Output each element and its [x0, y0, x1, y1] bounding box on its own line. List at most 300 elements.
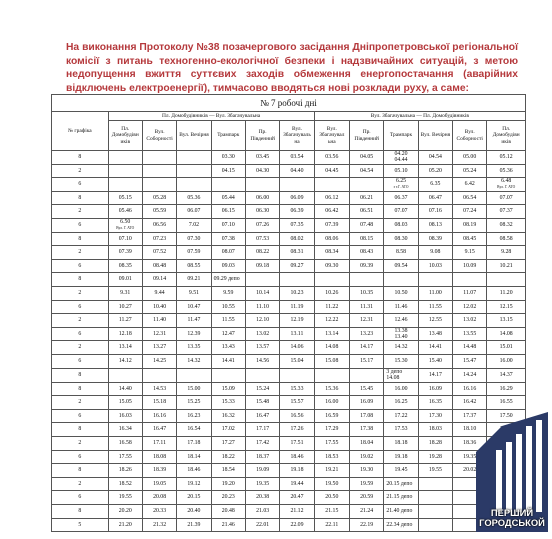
- table-row: [52, 368, 526, 382]
- time-cell: 13.55: [453, 327, 487, 341]
- graph-number-cell: 8: [52, 368, 109, 382]
- table-row: [52, 341, 526, 355]
- column-header: Трампарк: [211, 121, 245, 151]
- time-cell: 16.16: [453, 382, 487, 396]
- time-cell: 19.55: [418, 464, 452, 478]
- time-cell: 13.57: [245, 341, 279, 355]
- time-cell: 10.09: [453, 259, 487, 273]
- time-cell: 16.58: [108, 437, 142, 451]
- column-header: Вул. Збагачуваль на: [280, 121, 314, 151]
- time-cell: 21.12: [280, 505, 314, 519]
- table-row: [52, 505, 526, 519]
- time-cell: 08.31: [280, 246, 314, 260]
- time-cell: 12.31: [142, 327, 176, 341]
- time-cell: 18.28: [418, 437, 452, 451]
- schedule-table: [51, 94, 526, 532]
- time-cell: 21.15: [314, 505, 349, 519]
- time-cell: 08.48: [142, 259, 176, 273]
- time-cell: 05.12: [487, 151, 526, 165]
- graph-number-cell: 6: [52, 259, 109, 273]
- time-cell: 17.11: [142, 437, 176, 451]
- time-cell: [280, 273, 314, 287]
- time-cell: 04.45: [314, 164, 349, 178]
- time-cell: 05.36: [177, 191, 211, 205]
- time-cell: [314, 368, 349, 382]
- direction-1-header: Пл. Домобудівників — Вул. Збагачувальна: [108, 112, 314, 121]
- table-row: [52, 273, 526, 287]
- time-cell: 05.59: [142, 205, 176, 219]
- time-cell: 07.35: [280, 218, 314, 232]
- time-cell: 10.23: [280, 286, 314, 300]
- time-cell: 08.07: [211, 246, 245, 260]
- time-cell: 17.27: [211, 437, 245, 451]
- time-cell: 17.26: [280, 423, 314, 437]
- time-cell: 10.27: [108, 300, 142, 314]
- time-cell: 14.56: [245, 354, 279, 368]
- time-cell: [245, 273, 279, 287]
- time-cell: 19.21: [314, 464, 349, 478]
- table-row: [52, 300, 526, 314]
- time-cell: 18.37: [245, 450, 279, 464]
- graph-number-cell: 8: [52, 151, 109, 165]
- time-cell: 12.18: [108, 327, 142, 341]
- table-row: [52, 491, 526, 505]
- time-cell: [418, 505, 452, 519]
- time-cell: 9.15: [453, 246, 487, 260]
- time-cell: 15.33: [280, 382, 314, 396]
- graph-number-cell: 6: [52, 491, 109, 505]
- graph-number-cell: 8: [52, 273, 109, 287]
- time-cell: 20.48: [211, 505, 245, 519]
- time-cell: [384, 273, 418, 287]
- time-cell: 12.55: [418, 314, 452, 328]
- table-row: [52, 437, 526, 451]
- time-cell: 08.39: [418, 232, 452, 246]
- time-cell: 16.00: [314, 396, 349, 410]
- time-cell: 20.50: [314, 491, 349, 505]
- time-cell: 17.51: [280, 437, 314, 451]
- time-cell: 18.08: [142, 450, 176, 464]
- time-cell: [142, 368, 176, 382]
- time-cell: [108, 151, 142, 165]
- direction-2-header: Вул. Збагачувальна — Пл. Домобудівників: [314, 112, 525, 121]
- time-cell: 04.40: [280, 164, 314, 178]
- time-cell: 07.10: [108, 232, 142, 246]
- time-cell: 06.30: [245, 205, 279, 219]
- table-row: [52, 246, 526, 260]
- time-cell: 19.12: [177, 477, 211, 491]
- time-cell: 03.54: [280, 151, 314, 165]
- time-cell: 15.18: [142, 396, 176, 410]
- time-cell: 19.18: [384, 450, 418, 464]
- time-cell: 08.13: [418, 218, 452, 232]
- time-cell: 08.02: [280, 232, 314, 246]
- time-cell: 07.16: [418, 205, 452, 219]
- time-cell: 06.56: [142, 218, 176, 232]
- time-cell: 18.52: [108, 477, 142, 491]
- time-cell: 14.41: [211, 354, 245, 368]
- time-cell: 18.22: [211, 450, 245, 464]
- time-cell: 08.06: [314, 232, 349, 246]
- time-cell: 10.40: [142, 300, 176, 314]
- time-cell: 13.14: [314, 327, 349, 341]
- time-cell: 04.20 04.44: [384, 151, 418, 165]
- time-cell: 13.02: [245, 327, 279, 341]
- graph-number-cell: 6: [52, 450, 109, 464]
- time-cell: 16.55: [487, 396, 526, 410]
- time-cell: 16.59: [314, 409, 349, 423]
- time-cell: [418, 491, 452, 505]
- time-cell: [280, 178, 314, 192]
- table-row: [52, 327, 526, 341]
- time-cell: 15.04: [280, 354, 314, 368]
- graph-number-cell: 5: [52, 518, 109, 532]
- time-cell: 15.47: [453, 354, 487, 368]
- time-cell: 04.15: [211, 164, 245, 178]
- table-row: [52, 178, 526, 192]
- time-cell: [108, 368, 142, 382]
- time-cell: 07.37: [487, 205, 526, 219]
- time-cell: 14.25: [142, 354, 176, 368]
- time-cell: 04.54: [418, 151, 452, 165]
- time-cell: 09.01: [108, 273, 142, 287]
- graph-number-cell: 6: [52, 218, 109, 232]
- time-cell: 13.38 13.40: [384, 327, 418, 341]
- time-cell: 09.29 депо: [211, 273, 245, 287]
- time-cell: 07.23: [142, 232, 176, 246]
- time-cell: 11.46: [384, 300, 418, 314]
- time-cell: 21.24: [350, 505, 384, 519]
- time-cell: 03.56: [314, 151, 349, 165]
- time-cell: 21.39: [177, 518, 211, 532]
- table-row: [52, 354, 526, 368]
- column-header: Вул. Збагачувал ьна: [314, 121, 349, 151]
- time-cell: 21.32: [142, 518, 176, 532]
- table-row: [52, 205, 526, 219]
- graph-number-cell: 2: [52, 286, 109, 300]
- time-cell: 06.07: [177, 205, 211, 219]
- time-cell: 19.02: [350, 450, 384, 464]
- time-cell: 18.39: [142, 464, 176, 478]
- time-cell: 16.23: [177, 409, 211, 423]
- time-cell: 19.18: [280, 464, 314, 478]
- time-cell: 15.40: [418, 354, 452, 368]
- time-cell: 14.24: [453, 368, 487, 382]
- graph-number-cell: 2: [52, 437, 109, 451]
- time-cell: 21.15 депо: [384, 491, 418, 505]
- time-cell: 08.22: [245, 246, 279, 260]
- time-cell: 16.09: [350, 396, 384, 410]
- time-cell: 11.19: [280, 300, 314, 314]
- time-cell: 09.54: [384, 259, 418, 273]
- time-cell: 20.23: [211, 491, 245, 505]
- time-cell: 17.55: [108, 450, 142, 464]
- time-cell: 20.33: [142, 505, 176, 519]
- table-row: [52, 218, 526, 232]
- time-cell: 14.40: [108, 382, 142, 396]
- time-cell: 11.55: [211, 314, 245, 328]
- time-cell: 15.57: [280, 396, 314, 410]
- time-cell: 12.10: [245, 314, 279, 328]
- time-cell: 06.37: [384, 191, 418, 205]
- time-cell: 13.02: [453, 314, 487, 328]
- graph-number-cell: 8: [52, 191, 109, 205]
- time-cell: [453, 273, 487, 287]
- time-cell: 17.30: [418, 409, 452, 423]
- time-cell: 18.10: [453, 423, 487, 437]
- time-cell: 18.54: [211, 464, 245, 478]
- time-cell: [177, 178, 211, 192]
- time-cell: 20.02: [453, 464, 487, 478]
- time-cell: 10.47: [177, 300, 211, 314]
- column-header: Пр. Південний: [245, 121, 279, 151]
- time-cell: 09.21: [177, 273, 211, 287]
- time-cell: 13.14: [108, 341, 142, 355]
- graph-number-cell: 8: [52, 505, 109, 519]
- time-cell: 11.40: [142, 314, 176, 328]
- time-cell: 18.46: [280, 450, 314, 464]
- table-row: [52, 259, 526, 273]
- time-cell: 15.33: [211, 396, 245, 410]
- time-cell: [350, 368, 384, 382]
- time-cell: 16.16: [142, 409, 176, 423]
- time-cell: 12.46: [384, 314, 418, 328]
- time-cell: 07.07: [487, 191, 526, 205]
- time-cell: 9.59: [211, 286, 245, 300]
- time-cell: 9.28: [487, 246, 526, 260]
- time-cell: 18.18: [384, 437, 418, 451]
- table-row: [52, 477, 526, 491]
- time-cell: 13.43: [211, 341, 245, 355]
- time-cell: 16.56: [280, 409, 314, 423]
- time-cell: 07.52: [142, 246, 176, 260]
- time-cell: 07.38: [211, 232, 245, 246]
- time-cell: 10.55: [211, 300, 245, 314]
- time-cell: 03.45: [245, 151, 279, 165]
- time-cell: [142, 178, 176, 192]
- time-cell: [177, 368, 211, 382]
- time-cell: [245, 178, 279, 192]
- time-cell: 21.46: [211, 518, 245, 532]
- graph-number-cell: 2: [52, 314, 109, 328]
- time-cell: 18.26: [108, 464, 142, 478]
- time-cell: 16.34: [108, 423, 142, 437]
- time-cell: 09.14: [142, 273, 176, 287]
- time-cell: 11.47: [177, 314, 211, 328]
- time-cell: 21.40 депо: [384, 505, 418, 519]
- time-cell: [487, 273, 526, 287]
- time-cell: 11.27: [108, 314, 142, 328]
- time-cell: 19.45: [384, 464, 418, 478]
- time-cell: [142, 164, 176, 178]
- time-cell: 05.20: [418, 164, 452, 178]
- graph-number-cell: 6: [52, 178, 109, 192]
- time-cell: 6.48 Вул. Г. АТО: [487, 178, 526, 192]
- time-cell: 05.36: [487, 164, 526, 178]
- time-cell: 07.10: [211, 218, 245, 232]
- table-row: [52, 314, 526, 328]
- time-cell: 16.00: [487, 354, 526, 368]
- time-cell: 08.03: [384, 218, 418, 232]
- time-cell: 10.26: [314, 286, 349, 300]
- time-cell: 19.28: [418, 450, 452, 464]
- time-cell: 17.29: [314, 423, 349, 437]
- time-cell: 20.15: [177, 491, 211, 505]
- time-cell: 19.35: [245, 477, 279, 491]
- time-cell: 9.44: [142, 286, 176, 300]
- table-row: [52, 464, 526, 478]
- time-cell: 11.20: [487, 286, 526, 300]
- time-cell: 08.35: [108, 259, 142, 273]
- table-row: [52, 382, 526, 396]
- table-row: [52, 232, 526, 246]
- graph-number-header: № графіка: [52, 112, 109, 151]
- time-cell: 12.31: [350, 314, 384, 328]
- graph-number-cell: 2: [52, 477, 109, 491]
- time-cell: 20.08: [142, 491, 176, 505]
- time-cell: 22.11: [314, 518, 349, 532]
- time-cell: 17.18: [177, 437, 211, 451]
- time-cell: 17.50: [487, 409, 526, 423]
- time-cell: 17.55: [314, 437, 349, 451]
- table-row: [52, 191, 526, 205]
- graph-number-cell: 6: [52, 354, 109, 368]
- time-cell: 22.19: [350, 518, 384, 532]
- graph-number-cell: 8: [52, 464, 109, 478]
- table-row: [52, 423, 526, 437]
- time-cell: [177, 164, 211, 178]
- time-cell: 08.19: [453, 218, 487, 232]
- time-cell: 15.48: [245, 396, 279, 410]
- time-cell: 15.24: [245, 382, 279, 396]
- graph-number-cell: 2: [52, 341, 109, 355]
- time-cell: 13.15: [487, 314, 526, 328]
- time-cell: 14.17: [350, 341, 384, 355]
- time-cell: 04.54: [350, 164, 384, 178]
- time-cell: 18.14: [177, 450, 211, 464]
- time-cell: 16.35: [418, 396, 452, 410]
- time-cell: 11.07: [453, 286, 487, 300]
- time-cell: 6.25 з т.Г. АТО: [384, 178, 418, 192]
- time-cell: 13.11: [280, 327, 314, 341]
- time-cell: 16.47: [142, 423, 176, 437]
- time-cell: [211, 178, 245, 192]
- time-cell: 15.45: [350, 382, 384, 396]
- time-cell: 12.15: [487, 300, 526, 314]
- time-cell: 07.26: [245, 218, 279, 232]
- time-cell: 10.35: [350, 286, 384, 300]
- time-cell: 11.10: [245, 300, 279, 314]
- time-cell: 17.17: [245, 423, 279, 437]
- time-cell: 15.25: [177, 396, 211, 410]
- graph-number-cell: 6: [52, 300, 109, 314]
- time-cell: 14.37: [487, 368, 526, 382]
- time-cell: 15.09: [211, 382, 245, 396]
- time-cell: 13.48: [418, 327, 452, 341]
- time-cell: 05.15: [108, 191, 142, 205]
- time-cell: 19.44: [280, 477, 314, 491]
- time-cell: 07.39: [108, 246, 142, 260]
- time-cell: 07.30: [177, 232, 211, 246]
- time-cell: 06.47: [418, 191, 452, 205]
- time-cell: 03.30: [211, 151, 245, 165]
- time-cell: 09.39: [350, 259, 384, 273]
- time-cell: 12.02: [453, 300, 487, 314]
- time-cell: 17.53: [384, 423, 418, 437]
- time-cell: 17.22: [384, 409, 418, 423]
- time-cell: 16.47: [245, 409, 279, 423]
- time-cell: [108, 178, 142, 192]
- time-cell: 19.30: [350, 464, 384, 478]
- time-cell: 7.02: [177, 218, 211, 232]
- time-cell: 13.23: [350, 327, 384, 341]
- table-row: [52, 396, 526, 410]
- table-title: № 7 робочі дні: [52, 95, 526, 112]
- time-cell: 06.42: [314, 205, 349, 219]
- time-cell: [314, 273, 349, 287]
- column-header: Пл. Домобудівн иків: [108, 121, 142, 151]
- time-cell: 07.53: [245, 232, 279, 246]
- watermark-text: ПЕРШИЙ ГОРОДСЬКОЙ: [479, 507, 545, 528]
- time-cell: 15.00: [177, 382, 211, 396]
- time-cell: [142, 151, 176, 165]
- time-cell: 16.29: [487, 382, 526, 396]
- time-cell: 21.03: [245, 505, 279, 519]
- time-cell: 3 депо 14.08: [384, 368, 418, 382]
- time-cell: 20.59: [350, 491, 384, 505]
- time-cell: 11.22: [314, 300, 349, 314]
- time-cell: 06.54: [453, 191, 487, 205]
- table-row: [52, 164, 526, 178]
- time-cell: 08.34: [314, 246, 349, 260]
- time-cell: 09.30: [314, 259, 349, 273]
- time-cell: 21.20: [108, 518, 142, 532]
- time-cell: 05.28: [142, 191, 176, 205]
- time-cell: 16.09: [418, 382, 452, 396]
- column-header: Пл. Домобудівн иків: [487, 121, 526, 151]
- table-row: [52, 450, 526, 464]
- graph-number-cell: 2: [52, 396, 109, 410]
- time-cell: 07.48: [350, 218, 384, 232]
- time-cell: 10.03: [418, 259, 452, 273]
- time-cell: [314, 178, 349, 192]
- time-cell: 06.09: [280, 191, 314, 205]
- time-cell: 06.39: [280, 205, 314, 219]
- graph-number-cell: 8: [52, 382, 109, 396]
- time-cell: 13.35: [177, 341, 211, 355]
- time-cell: [280, 368, 314, 382]
- time-cell: [350, 273, 384, 287]
- time-cell: 05.10: [384, 164, 418, 178]
- time-cell: 18.53: [314, 450, 349, 464]
- time-cell: 04.05: [350, 151, 384, 165]
- time-cell: 15.30: [384, 354, 418, 368]
- time-cell: 05.44: [211, 191, 245, 205]
- time-cell: 18.03: [418, 423, 452, 437]
- time-cell: 8.58: [384, 246, 418, 260]
- graph-number-cell: 8: [52, 423, 109, 437]
- time-cell: [177, 151, 211, 165]
- column-header: Вул. Соборності: [453, 121, 487, 151]
- time-cell: [211, 368, 245, 382]
- table-row: [52, 409, 526, 423]
- time-cell: [418, 518, 452, 532]
- column-header: Пр. Південний: [350, 121, 384, 151]
- graph-number-cell: 8: [52, 232, 109, 246]
- time-cell: 06.51: [350, 205, 384, 219]
- time-cell: 14.32: [384, 341, 418, 355]
- time-cell: 19.59: [350, 477, 384, 491]
